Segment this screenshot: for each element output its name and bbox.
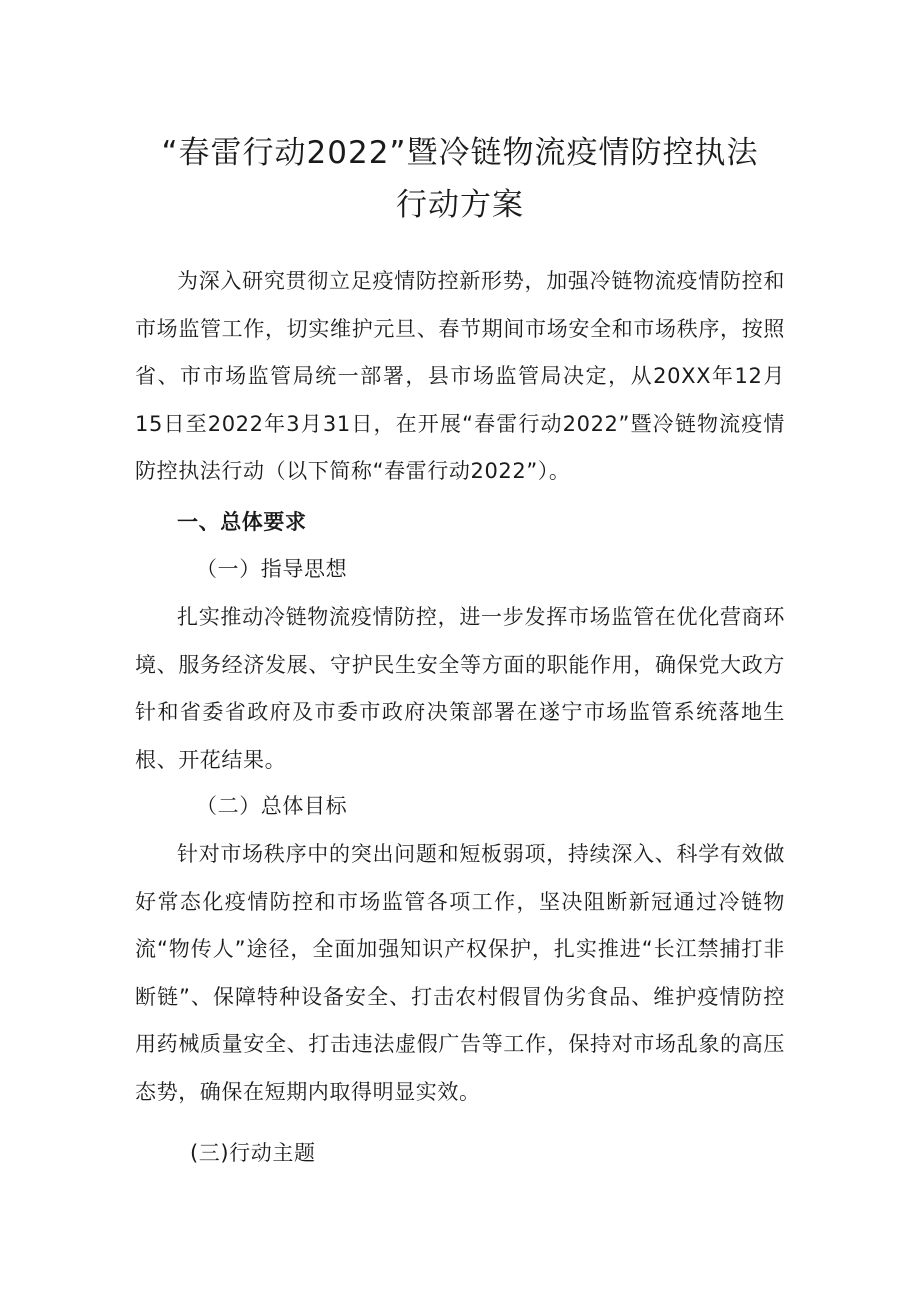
overall-goal-paragraph: 针对市场秩序中的突出问题和短板弱项，持续深入、科学有效做好常态化疫情防控和市场监管各项工作，坚决阻断新冠通过冷链物流“物传人”途径，全面加强知识产权保护，扎实推进“长江禁捕打非断链”、保障特种设备安全、打击农村假冒伪劣食品、维护疫情防控用药械质量安全、打击违法虚假广告等工作，保持对市场乱象的高压态势，确保在短期内取得明显实效。 [135, 842, 785, 1104]
section-heading-general-requirements: 一、总体要求 [177, 510, 307, 534]
subsection-heading-overall-goal: （二）总体目标 [196, 794, 348, 818]
document-title-line-1: “春雷行动2022”暨冷链物流疫情防控执法 [161, 135, 759, 171]
subsection-heading-guiding-ideology: （一）指导思想 [196, 557, 348, 581]
guiding-ideology-paragraph: 扎实推动冷链物流疫情防控，进一步发挥市场监管在优化营商环境、服务经济发展、守护民生安全等方面的职能作用，确保党大政方针和省委省政府及市委市政府决策部署在遂宁市场监管系统落地生根、开花结果。 [135, 605, 785, 772]
document-title-line-2: 行动方案 [396, 187, 524, 223]
subsection-heading-action-theme: (三)行动主题 [190, 1141, 316, 1165]
intro-paragraph: 为深入研究贯彻立足疫情防控新形势，加强冷链物流疫情防控和市场监管工作，切实维护元旦、春节期间市场安全和市场秩序，按照省、市市场监管局统一部署，县市场监管局决定，从20XX年12月15日至2022年3月31日，在开展“春雷行动2022”暨冷链物流疫情防控执法行动（以下简称“春雷行动2022”）。 [135, 269, 785, 483]
